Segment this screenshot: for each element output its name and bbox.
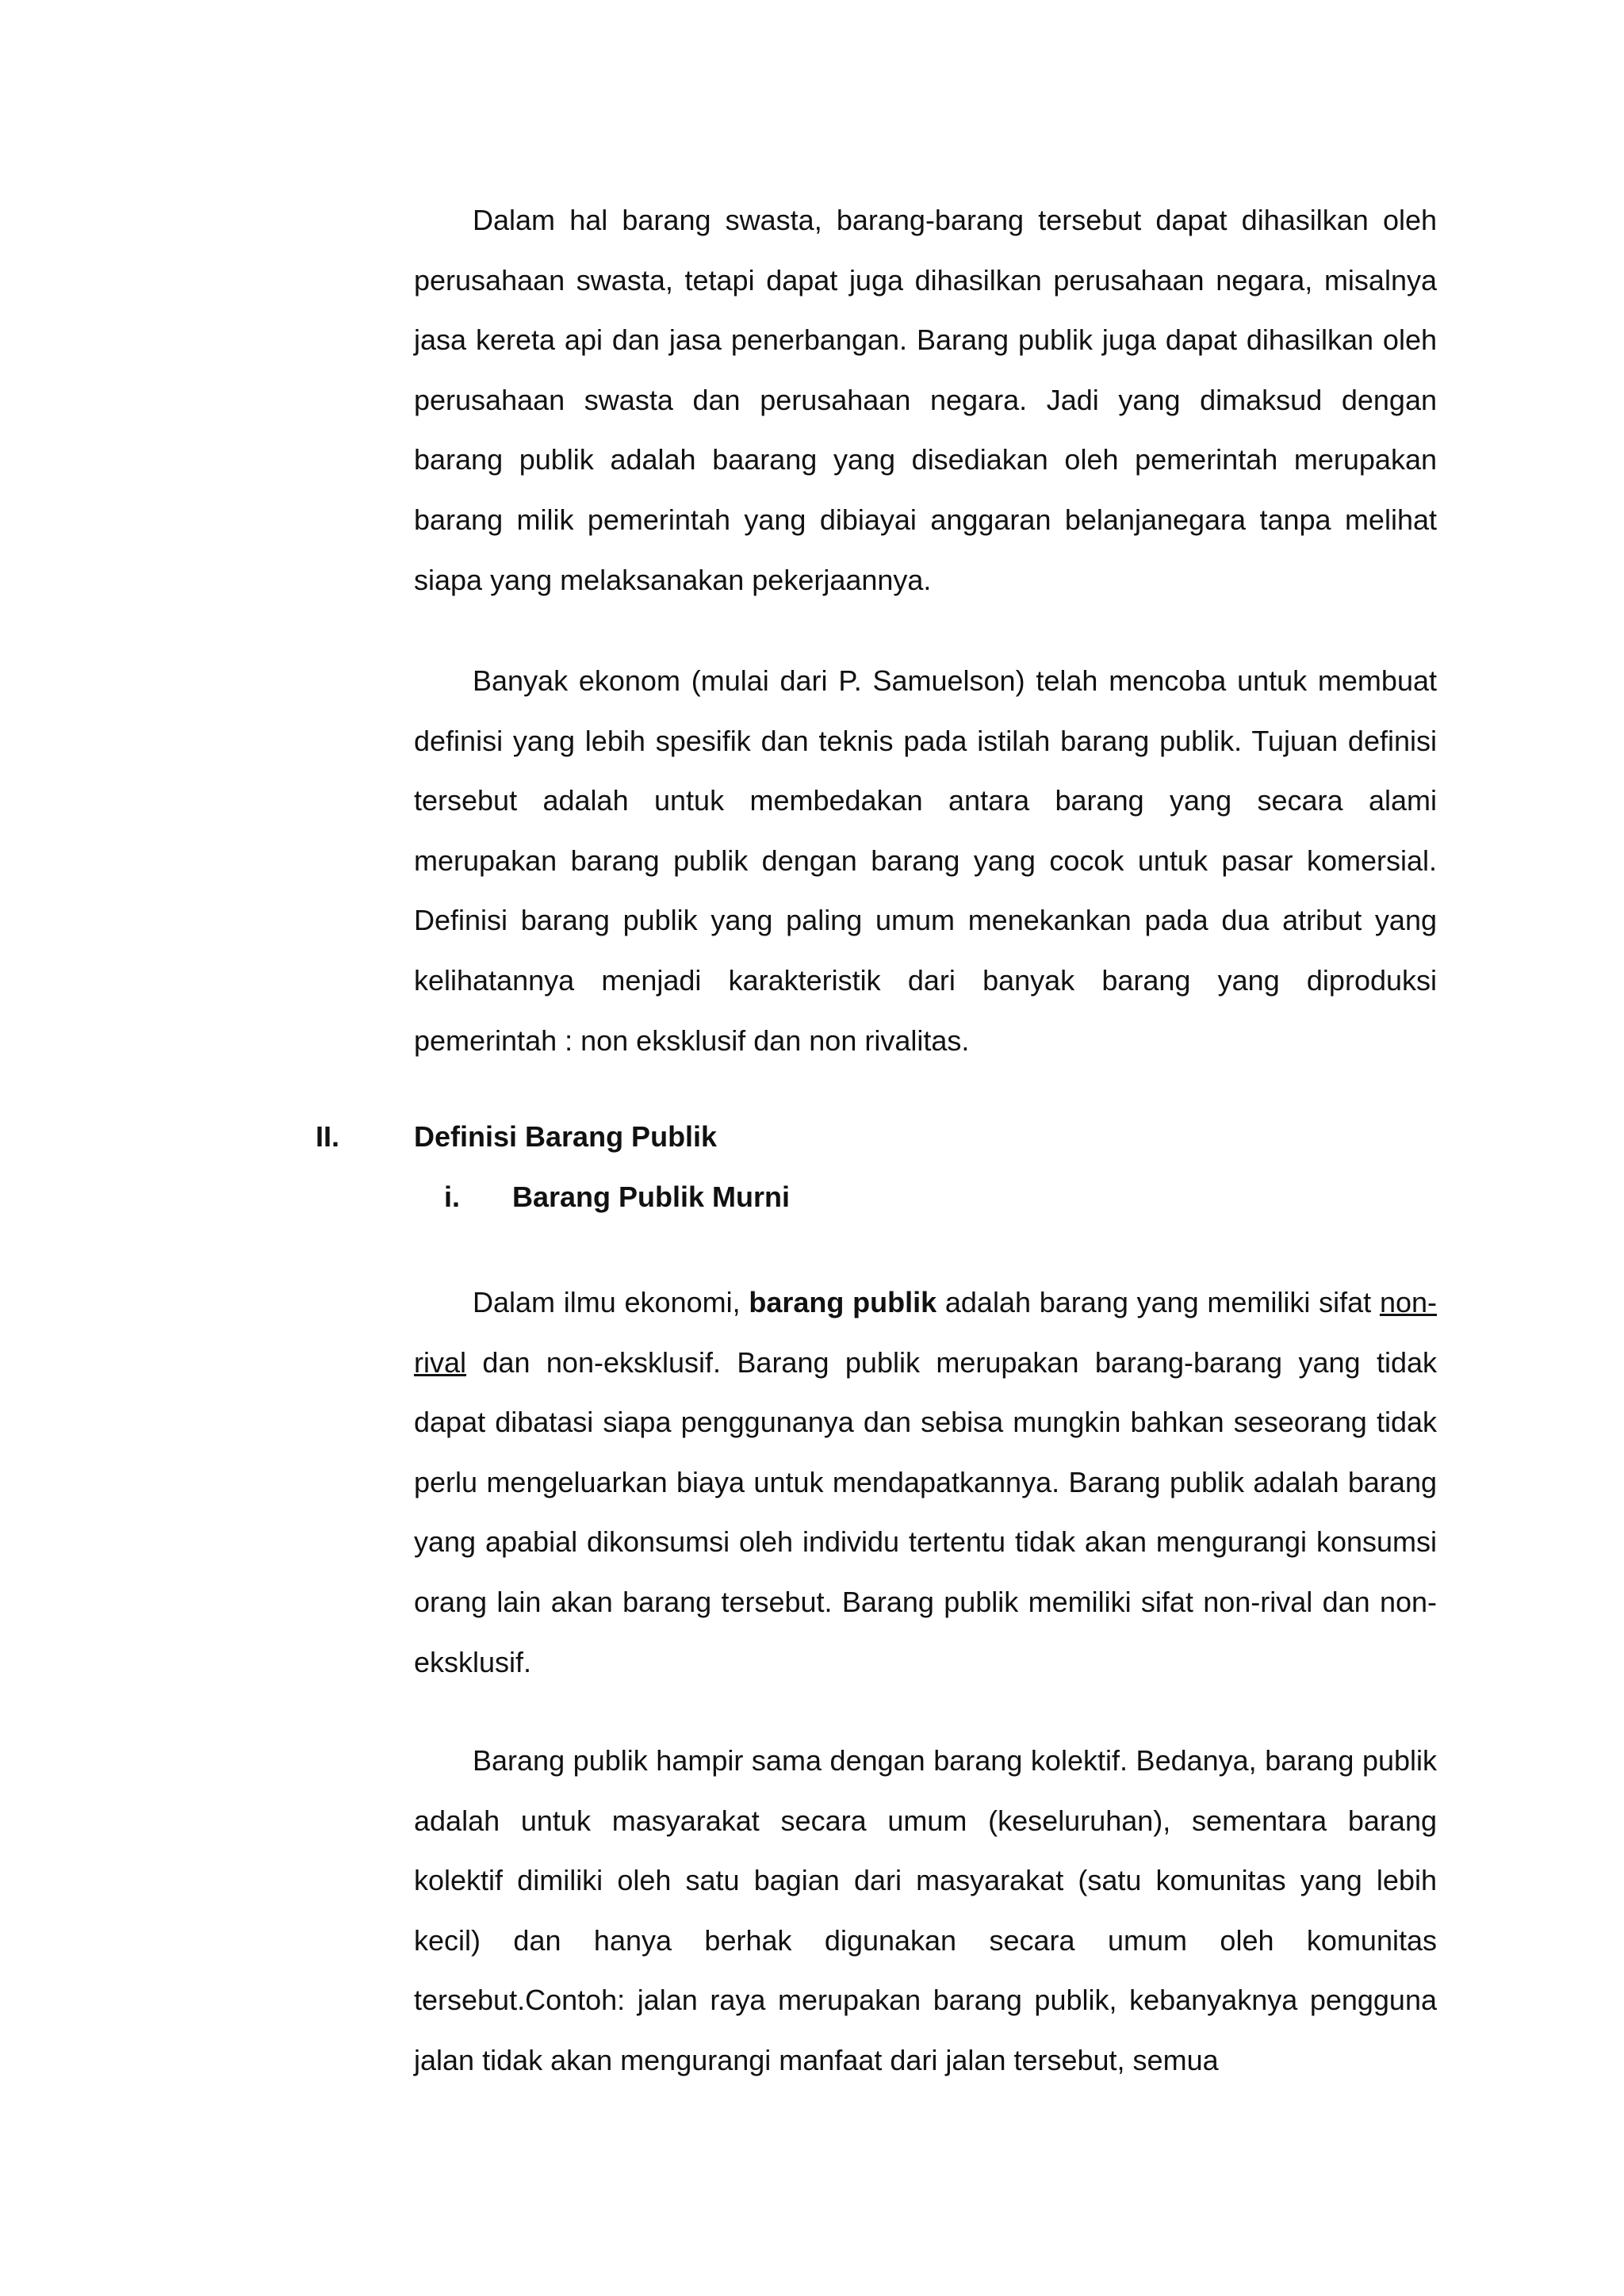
subsection-number: i. (444, 1181, 461, 1213)
subsection-title: Barang Publik Murni (512, 1181, 791, 1213)
section-title: Definisi Barang Publik (414, 1120, 718, 1153)
paragraph-barang-kolektif: Barang publik hampir sama dengan barang kolektif. Bedanya, barang publik adalah untuk masyarakat secara umum (keseluruhan), sementara barang kolektif dimiliki oleh satu bagian dari masyarakat (satu komunitas yang lebih kecil) dan hanya berhak digunakan secara umum oleh komunitas tersebut.Contoh: jalan raya merupakan barang publik, kebanyaknya pengguna jalan tidak akan mengurangi manfaat dari jalan tersebut, semua (414, 1744, 1437, 2076)
paragraph-barang-publik-murni (414, 1272, 1437, 1692)
paragraph-text-segment: adalah barang yang memiliki sifat (936, 1286, 1380, 1318)
paragraph-barang-swasta: Dalam hal barang swasta, barang-barang tersebut dapat dihasilkan oleh perusahaan swasta, tetapi dapat juga dihasilkan perusahaan negara, misalnya jasa kereta api dan jasa penerbangan. Barang publik juga dapat dihasilkan oleh perusahaan swasta dan perusahaan negara. Jadi yang dimaksud dengan barang publik adalah baarang yang disediakan oleh pemerintah merupakan barang milik pemerintah yang dibiayai anggaran belanjanegara tanpa melihat siapa yang melaksanakan pekerjaannya. (414, 204, 1437, 596)
paragraph-definisi-ekonom: Banyak ekonom (mulai dari P. Samuelson) telah mencoba untuk membuat definisi yang lebih spesifik dan teknis pada istilah barang publik. Tujuan definisi tersebut adalah untuk membedakan antara barang yang secara alami merupakan barang publik dengan barang yang cocok untuk pasar komersial. Definisi barang publik yang paling umum menekankan pada dua atribut yang kelihatannya menjadi karakteristik dari banyak barang yang diproduksi pemerintah : non eksklusif dan non rivalitas. (414, 664, 1437, 1057)
paragraph-text-segment: Dalam ilmu ekonomi, (473, 1286, 749, 1318)
paragraph-text-segment: dan non-eksklusif. Barang publik merupakan barang-barang yang tidak dapat dibatasi siapa penggunanya dan sebisa mungkin bahkan seseorang tidak perlu mengeluarkan biaya untuk mendapatkannya. Barang publik adalah barang yang apabial dikonsumsi oleh individu tertentu tidak akan mengurangi konsumsi orang lain akan barang tersebut. Barang publik memiliki sifat non-rival dan non-eksklusif. (414, 1345, 1437, 1678)
link-non-rival[interactable]: non-rival (414, 1286, 1437, 1379)
section-number: II. (316, 1120, 340, 1153)
bold-term-barang-publik: barang publik (749, 1286, 937, 1318)
